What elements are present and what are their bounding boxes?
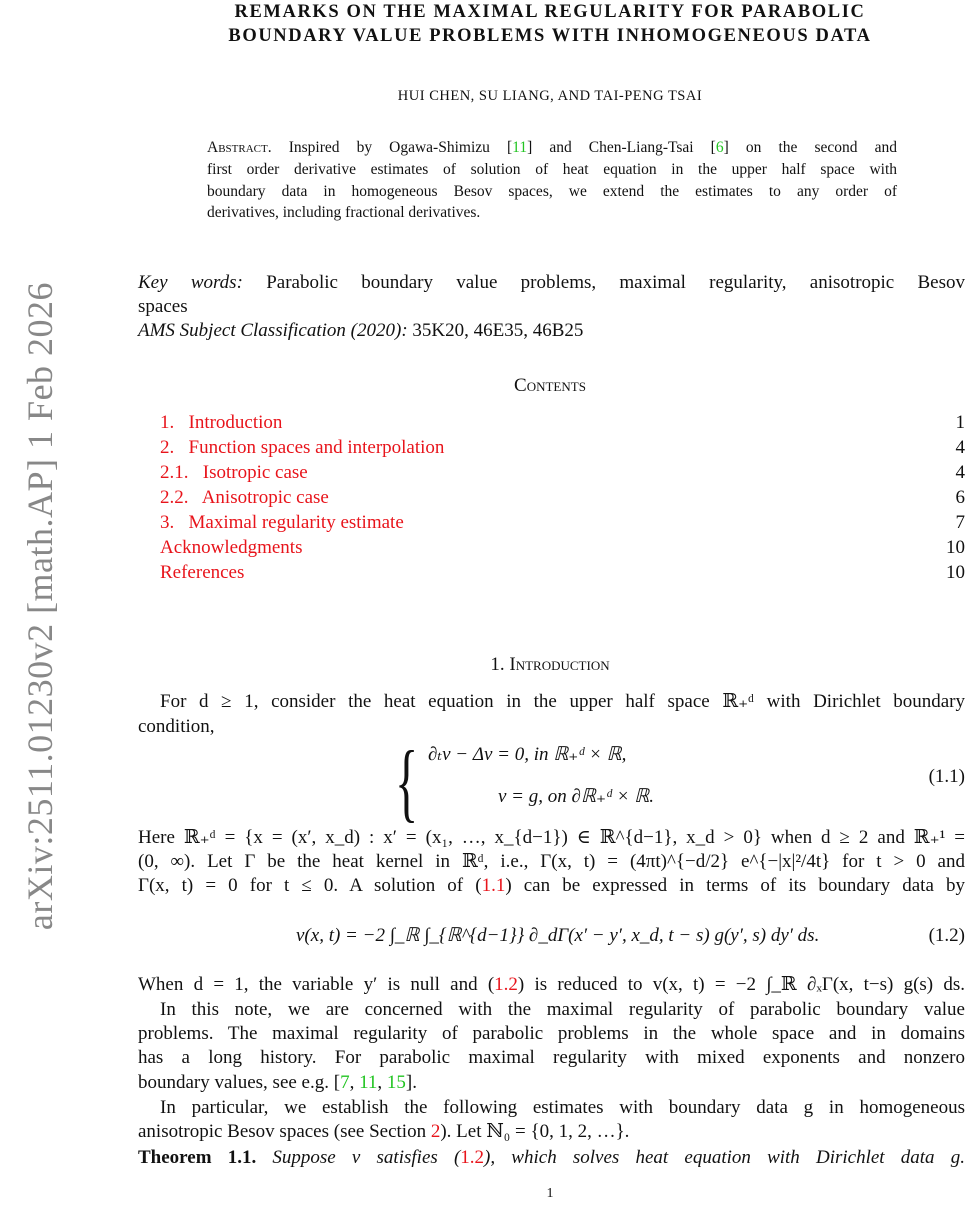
body-text: ) is reduced to v(x, t) = −2 ∫_ℝ ∂ₓΓ(x, t−s) g(s) ds. [518, 974, 965, 995]
abstract-text: boundary data in homogeneous Besov spaces, we extend the estimates to any order of [207, 181, 897, 205]
body-text: For d ≥ 1, consider the heat equation in the upper half space ℝ₊ᵈ with Dirichlet boundary [160, 690, 965, 714]
toc-item[interactable] [160, 561, 965, 585]
toc-page: 4 [956, 436, 965, 460]
body-text: Γ(x, t) = 0 for t ≤ 0. A solution of ( [138, 875, 482, 896]
section-ref-link[interactable]: 2 [431, 1121, 441, 1142]
body-text: has a long history. For parabolic maximal regularity with mixed exponents and nonzero [138, 1046, 965, 1070]
toc-link[interactable]: 1. Introduction [160, 411, 282, 435]
body-text: (0, ∞). Let Γ be the heat kernel in ℝᵈ, i.e., Γ(x, t) = (4πt)^{−d/2} e^{−|x|²/4t} for t > 0 and [138, 850, 965, 874]
abstract-label: Abstract. [207, 139, 272, 156]
body-text: In particular, we establish the following estimates with boundary data g in homogeneous [160, 1096, 965, 1120]
toc-link[interactable]: 2.1. Isotropic case [160, 461, 308, 485]
body-text: Here ℝ₊ᵈ = {x = (x′, x_d) : x′ = (x₁, …, x_{d−1}) ∈ ℝ^{d−1}, x_d > 0} when d ≥ 2 and ℝ₊¹ = [138, 826, 965, 850]
section-heading: 1. Introduction [0, 653, 965, 677]
theorem-text: ), which solves heat equation with Dirichlet data g. [484, 1147, 965, 1168]
equation-1-1-line-2: v = g, on ∂ℝ₊ᵈ × ℝ. [498, 785, 654, 809]
authors: HUI CHEN, SU LIANG, AND TAI-PENG TSAI [0, 84, 965, 108]
abstract-text: ] and Chen-Liang-Tsai [ [527, 139, 716, 156]
abstract-text: Inspired by Ogawa-Shimizu [ [289, 139, 512, 156]
toc-link[interactable]: 3. Maximal regularity estimate [160, 511, 404, 535]
toc-item[interactable] [160, 461, 965, 485]
ams-codes: 35K20, 46E35, 46B25 [412, 320, 583, 341]
keywords-text: Parabolic boundary value problems, maximal regularity, anisotropic Besov [266, 272, 965, 293]
toc-page: 7 [956, 511, 965, 535]
brace: { [395, 748, 418, 818]
equation-label: (1.1) [929, 765, 965, 789]
toc-link[interactable]: Acknowledgments [160, 536, 302, 560]
citation-link[interactable]: 7 [340, 1072, 350, 1093]
toc-page: 6 [956, 486, 965, 510]
body-text: ). Let ℕ₀ = {0, 1, 2, …}. [440, 1121, 629, 1142]
body-text: condition, [138, 715, 215, 739]
citation-link[interactable]: 11 [359, 1072, 377, 1093]
citation-link[interactable]: 6 [716, 139, 724, 156]
body-text: When d = 1, the variable y′ is null and ( [138, 974, 494, 995]
toc-link[interactable]: 2.2. Anisotropic case [160, 486, 329, 510]
toc-page: 10 [946, 561, 965, 585]
toc-item[interactable] [160, 536, 965, 560]
toc-page: 1 [956, 411, 965, 435]
equation-ref-link[interactable]: 1.2 [460, 1147, 484, 1168]
theorem-label: Theorem 1.1. [138, 1147, 256, 1168]
abstract-text: first order derivative estimates of solution of heat equation in the upper half space with [207, 159, 897, 183]
body-text: ]. [406, 1072, 417, 1093]
body-text: anisotropic Besov spaces (see Section [138, 1121, 431, 1142]
keywords-text: spaces [138, 295, 188, 319]
citation-link[interactable]: 11 [512, 139, 527, 156]
abstract-text: derivatives, including fractional derivatives. [207, 202, 897, 226]
page-number: 1 [0, 1182, 965, 1206]
citation-link[interactable]: 15 [387, 1072, 406, 1093]
equation-ref-link[interactable]: 1.2 [494, 974, 518, 995]
body-text: problems. The maximal regularity of parabolic problems in the whole space and in domains [138, 1022, 965, 1046]
toc-item[interactable] [160, 411, 965, 435]
paper-title-line-2: BOUNDARY VALUE PROBLEMS WITH INHOMOGENEOUS DATA [0, 24, 965, 48]
body-text: , [377, 1072, 387, 1093]
equation-1-2: v(x, t) = −2 ∫_ℝ ∫_{ℝ^{d−1}} ∂_dΓ(x′ − y′, x_d, t − s) g(y′, s) dy′ ds. [296, 924, 819, 948]
arxiv-stamp: arXiv:2511.01230v2 [math.AP] 1 Feb 2026 [19, 206, 61, 1006]
theorem-text: Suppose v satisfies ( [272, 1147, 460, 1168]
body-text: boundary values, see e.g. [ [138, 1072, 340, 1093]
equation-ref-link[interactable]: 1.1 [482, 875, 506, 896]
toc-page: 4 [956, 461, 965, 485]
contents-heading: Contents [0, 374, 965, 398]
equation-1-1-line-1: ∂ₜv − Δv = 0, in ℝ₊ᵈ × ℝ, [428, 743, 626, 767]
toc-item[interactable] [160, 486, 965, 510]
equation-label: (1.2) [929, 924, 965, 948]
toc-item[interactable] [160, 436, 965, 460]
body-text: , [350, 1072, 360, 1093]
toc-link[interactable]: References [160, 561, 244, 585]
paper-title-line-1: REMARKS ON THE MAXIMAL REGULARITY FOR PARABOLIC [0, 0, 965, 24]
toc-page: 10 [946, 536, 965, 560]
keywords-label: Key words: [138, 272, 243, 293]
ams-label: AMS Subject Classification (2020): [138, 320, 408, 341]
body-text: In this note, we are concerned with the maximal regularity of parabolic boundary value [160, 998, 965, 1022]
toc-link[interactable]: 2. Function spaces and interpolation [160, 436, 444, 460]
abstract-text: ] on the second and [724, 139, 897, 156]
toc-item[interactable] [160, 511, 965, 535]
body-text: ) can be expressed in terms of its boundary data by [505, 875, 965, 896]
